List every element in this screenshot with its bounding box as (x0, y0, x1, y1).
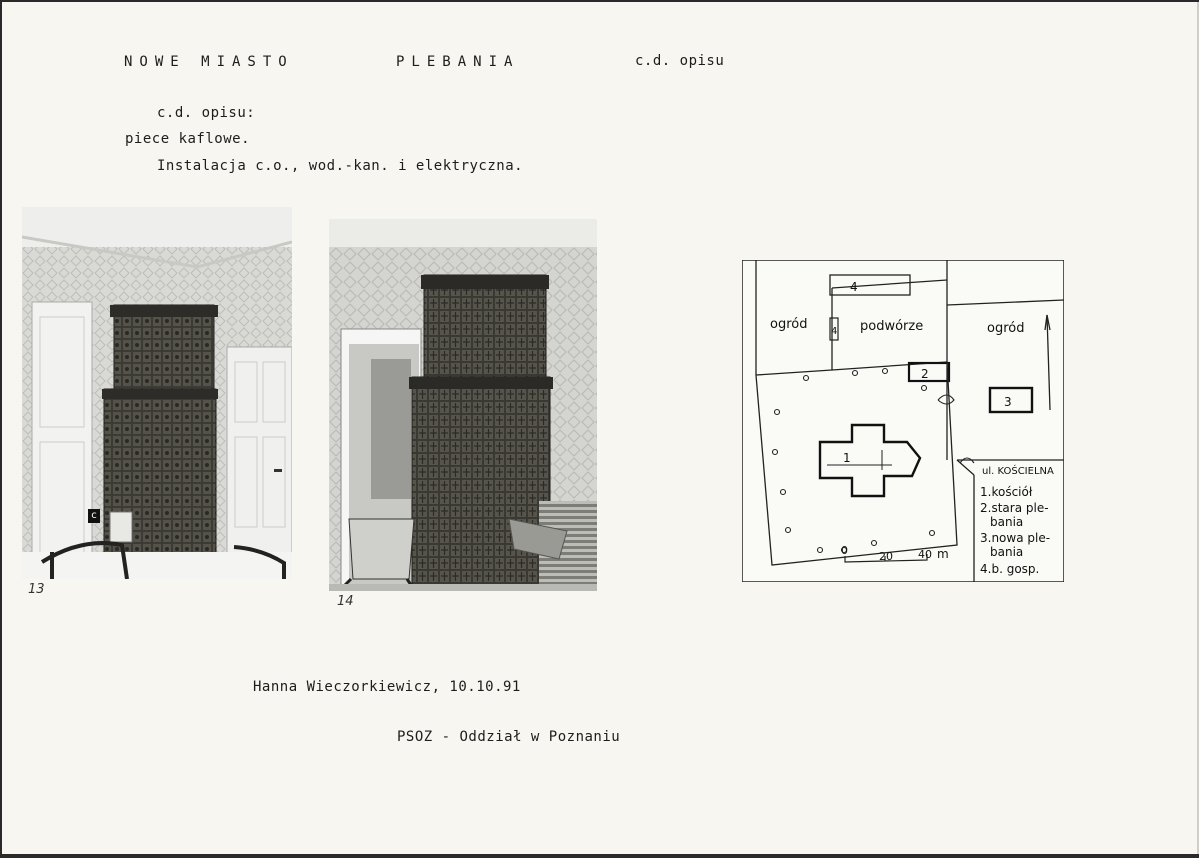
photo-14-image (329, 219, 597, 591)
header-continuation: c.d. opisu (635, 53, 725, 69)
legend-line-3: bania (990, 515, 1024, 529)
plan-num-3: 3 (1004, 395, 1012, 409)
photo-14-number: 14 (337, 594, 354, 609)
plan-num-2: 2 (921, 367, 929, 381)
plan-street-label: ul. KOŚCIELNA (982, 466, 1054, 477)
header-object: PLEBANIA (396, 54, 520, 70)
scale-40: 40 (918, 548, 932, 561)
document-sheet (2, 2, 1199, 854)
text-line-1: c.d. opisu: (157, 105, 256, 121)
photo-14 (329, 219, 597, 591)
site-plan (742, 260, 1064, 582)
legend-line-1: 1.kościół (980, 485, 1033, 499)
institution: PSOZ - Oddział w Poznaniu (397, 729, 621, 745)
legend-line-2: 2.stara ple- (980, 501, 1049, 515)
photo-13-plate-letter: c (88, 509, 100, 523)
plan-num-4-side: 4 (831, 326, 838, 337)
plan-num-1: 1 (843, 451, 851, 465)
photo-13-number: 13 (28, 582, 45, 597)
photo-13-image (22, 207, 292, 579)
legend-line-6: 4.b. gosp. (980, 562, 1040, 576)
plan-label-garden-left: ogród (770, 317, 808, 332)
scale-unit: m (937, 547, 949, 561)
text-line-3: Instalacja c.o., wod.-kan. i elektryczna. (157, 158, 524, 174)
author-date: Hanna Wieczorkiewicz, 10.10.91 (253, 679, 521, 695)
scale-20: 20 (879, 550, 893, 563)
header-town: NOWE MIASTO (124, 54, 294, 70)
plan-num-4-top: 4 (850, 280, 858, 294)
photo-13 (22, 207, 292, 579)
scale-0: 0 (841, 544, 848, 557)
legend-line-4: 3.nowa ple- (980, 531, 1051, 545)
plan-label-garden-right: ogród (987, 321, 1025, 336)
text-line-2: piece kaflowe. (125, 131, 251, 147)
legend-line-5: bania (990, 545, 1024, 559)
plan-label-yard: podwórze (860, 319, 924, 334)
